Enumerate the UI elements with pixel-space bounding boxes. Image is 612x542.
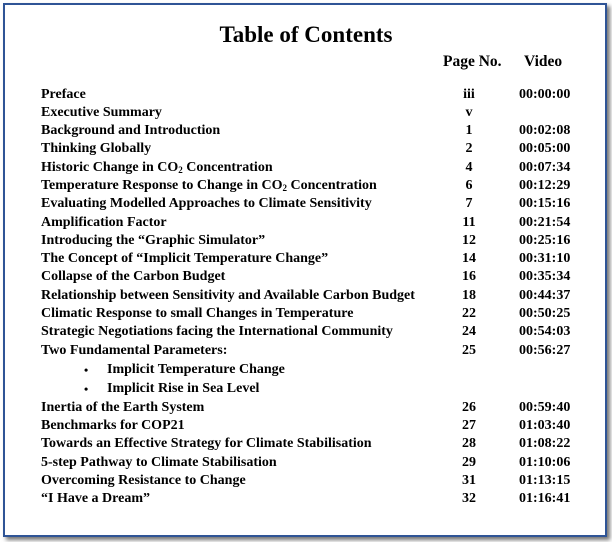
entry-video-time: 01:13:15 [519,473,571,488]
bullet-icon: • [84,363,89,377]
entry-title: Benchmarks for COP21 [41,418,185,433]
toc-entry [0,195,612,213]
toc-entry [0,472,612,490]
entry-page: 12 [462,233,476,248]
entry-page: 32 [462,491,476,506]
video-time-header: Video [524,53,563,70]
entry-page: 7 [465,196,473,211]
entry-title: Thinking Globally [41,141,152,156]
entry-title: Towards an Effective Strategy for Climate Stabilisation [41,436,372,451]
entry-page: 29 [462,455,476,470]
entry-title: Overcoming Resistance to Change [41,473,246,488]
toc-entry [0,490,612,508]
entry-page: 16 [462,269,476,284]
entry-page: 28 [462,436,476,451]
bullet-icon: • [84,382,89,396]
entry-title: Temperature Response to Change in $CO_2$ Concentration [41,178,377,193]
entry-page: 4 [465,160,473,175]
entry-title: Executive Summary [41,105,162,120]
entry-title: The Concept of “Implicit Temperature Change” [41,251,329,266]
entry-page: 2 [465,141,473,156]
entry-video-time: 01:03:40 [519,418,571,433]
toc-entry [0,122,612,140]
entry-video-time: 01:16:41 [519,491,571,506]
entry-title: 5-step Pathway to Climate Stabilisation [41,455,277,470]
entry-video-time: 00:56:27 [519,343,571,358]
toc-entry [0,287,612,305]
toc-entry [0,399,612,417]
entry-title: Amplification Factor [41,215,167,230]
toc-sub-item [0,361,612,379]
entry-video-time: 00:54:03 [519,324,571,339]
entry-video-time: 00:21:54 [519,215,571,230]
entry-video-time: 00:12:29 [519,178,571,193]
toc-entry [0,435,612,453]
entry-title: “I Have a Dream” [41,491,150,506]
entry-page: 27 [462,418,476,433]
entry-title: Preface [41,87,86,102]
page-number-header: Page No. [443,53,502,70]
entry-title: Historic Change in $CO_2$ Concentration [41,160,273,175]
entry-video-time: 00:05:00 [519,141,571,156]
toc-entry [0,250,612,268]
entry-page: v [465,105,473,120]
entry-page: 22 [462,306,476,321]
entry-video-time: 00:44:37 [519,288,571,303]
entry-video-time: 00:25:16 [519,233,571,248]
entry-page: iii [463,87,475,102]
entry-title: Introducing the “Graphic Simulator” [41,233,266,248]
toc-entry [0,454,612,472]
entry-video-time: 01:08:22 [519,436,571,451]
sub-item-title: Implicit Temperature Change [107,362,285,377]
entry-video-time: 00:50:25 [519,306,571,321]
entry-page: 1 [465,123,473,138]
toc-entry [0,214,612,232]
entry-title: Strategic Negotiations facing the International Community [41,324,393,339]
entry-video-time: 00:31:10 [519,251,571,266]
entry-video-time: 00:59:40 [519,400,571,415]
entry-video-time: 00:35:34 [519,269,571,284]
entry-title: Evaluating Modelled Approaches to Climate Sensitivity [41,196,372,211]
entry-title: Background and Introduction [41,123,221,138]
entry-page: 14 [462,251,476,266]
toc-entry [0,104,612,122]
toc-entry [0,159,612,177]
entry-page: 24 [462,324,476,339]
page-title: Table of Contents [219,22,393,47]
toc-entry [0,86,612,104]
sub-item-title: Implicit Rise in Sea Level [107,381,260,396]
entry-title: Two Fundamental Parameters: [41,343,228,358]
entry-page: 26 [462,400,476,415]
entry-title: Relationship between Sensitivity and Available Carbon Budget [41,288,415,303]
entry-video-time: 01:10:06 [519,455,571,470]
entry-page: 11 [462,215,476,230]
toc-entry [0,232,612,250]
toc-entry [0,140,612,158]
entry-video-time: 00:00:00 [519,87,571,102]
entry-title: Inertia of the Earth System [41,400,205,415]
entry-video-time: 00:07:34 [519,160,571,175]
entry-page: 18 [462,288,476,303]
entry-page: 6 [465,178,473,193]
toc-sub-item [0,380,612,398]
toc-entry [0,417,612,435]
entry-page: 31 [462,473,476,488]
toc-entry [0,268,612,286]
entry-video-time: 00:02:08 [519,123,571,138]
toc-entry [0,342,612,360]
entry-title: Climatic Response to small Changes in Temperature [41,306,354,321]
entry-page: 25 [462,343,476,358]
entry-title: Collapse of the Carbon Budget [41,269,226,284]
toc-entry [0,323,612,341]
entry-video-time: 00:15:16 [519,196,571,211]
toc-entry [0,177,612,195]
toc-entry [0,305,612,323]
